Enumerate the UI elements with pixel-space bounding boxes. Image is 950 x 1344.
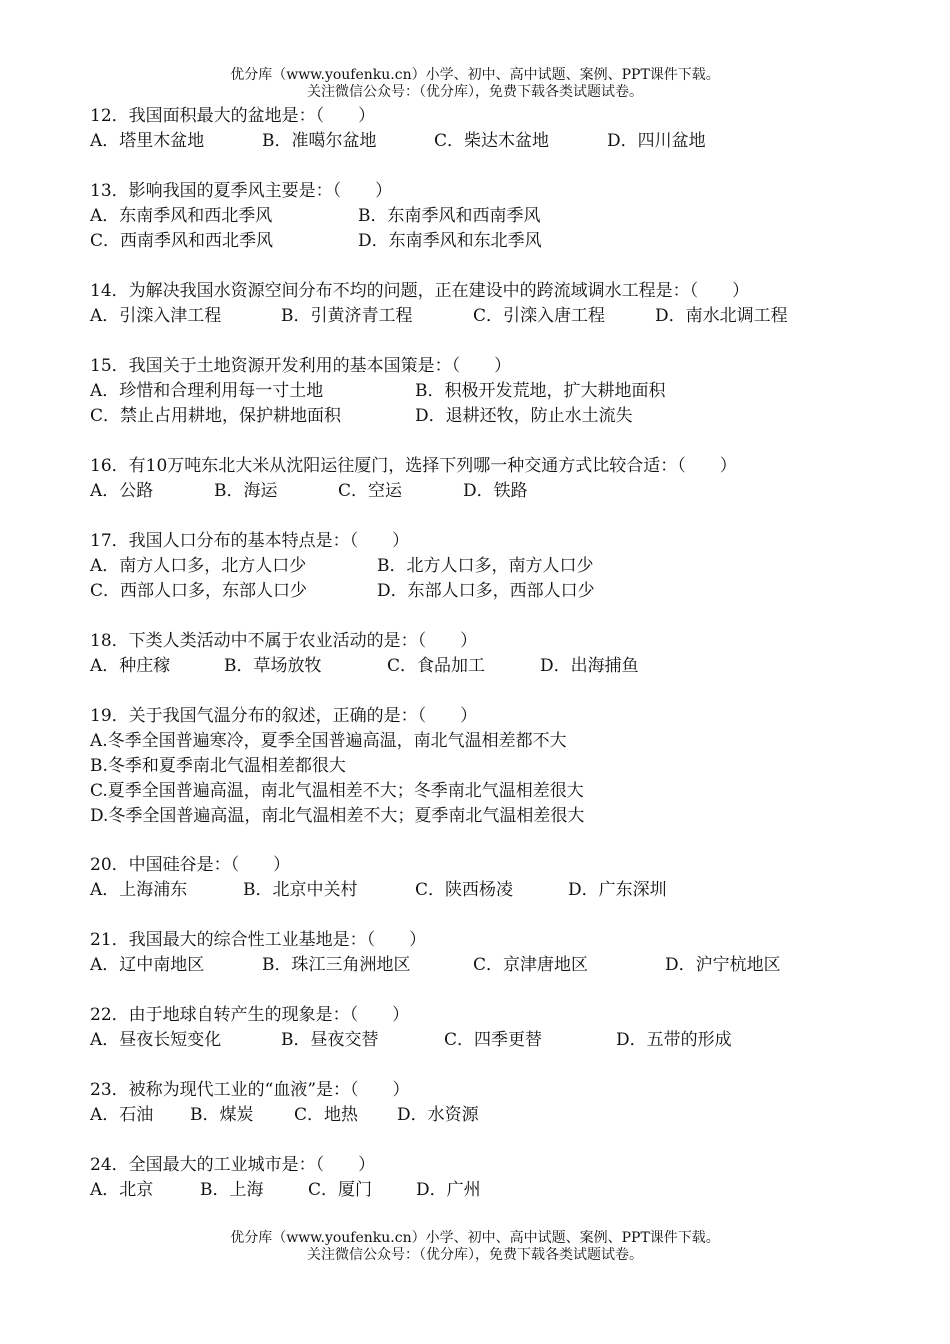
question-20 xyxy=(90,853,890,903)
question-stem: 14．为解决我国水资源空间分布不均的问题，正在建设中的跨流域调水工程是：（ ） xyxy=(90,281,750,301)
option-c: C．空运 xyxy=(338,481,403,501)
option-b: B．草场放牧 xyxy=(224,656,322,676)
option-a: A．北京 xyxy=(90,1180,154,1200)
option-a: A．公路 xyxy=(90,481,154,501)
header-line-2: 关注微信公众号：（优分库），免费下载各类试题试卷。 xyxy=(307,84,643,100)
footer-line-2: 关注微信公众号：（优分库），免费下载各类试题试卷。 xyxy=(307,1247,643,1263)
option-d: D.冬季全国普遍高温，南北气温相差不大；夏季南北气温相差很大 xyxy=(90,806,585,826)
option-b: B．海运 xyxy=(214,481,278,501)
option-b: B．珠江三角洲地区 xyxy=(262,955,411,975)
question-stem: 12．我国面积最大的盆地是：（ ） xyxy=(90,106,376,126)
question-stem: 17．我国人口分布的基本特点是：（ ） xyxy=(90,531,410,551)
option-b: B．上海 xyxy=(200,1180,264,1200)
option-a: A．辽中南地区 xyxy=(90,955,205,975)
question-21 xyxy=(90,928,890,978)
option-c: C．厦门 xyxy=(308,1180,373,1200)
question-12 xyxy=(90,104,890,154)
option-a: A．石油 xyxy=(90,1105,154,1125)
option-a: A．东南季风和西北季风 xyxy=(90,206,273,226)
option-d: D．沪宁杭地区 xyxy=(665,955,781,975)
option-c: C．禁止占用耕地，保护耕地面积 xyxy=(90,406,342,426)
footer-line-1: 优分库（www.youfenku.cn）小学、初中、高中试题、案例、PPT课件下载。 xyxy=(230,1230,720,1246)
option-a: A．南方人口多，北方人口少 xyxy=(90,556,307,576)
option-a: A．昼夜长短变化 xyxy=(90,1030,222,1050)
option-a: A．塔里木盆地 xyxy=(90,131,205,151)
option-c: C．西南季风和西北季风 xyxy=(90,231,274,251)
option-c: C．京津唐地区 xyxy=(473,955,589,975)
option-c: C．西部人口多，东部人口少 xyxy=(90,581,308,601)
option-a: A．上海浦东 xyxy=(90,880,188,900)
question-stem: 15．我国关于土地资源开发利用的基本国策是：（ ） xyxy=(90,356,512,376)
option-d: D．广东深圳 xyxy=(568,880,667,900)
option-d: D．南水北调工程 xyxy=(655,306,788,326)
option-b: B．煤炭 xyxy=(190,1105,254,1125)
question-stem: 21．我国最大的综合性工业基地是：（ ） xyxy=(90,930,427,950)
option-d: D．广州 xyxy=(416,1180,481,1200)
question-17 xyxy=(90,529,890,604)
option-b: B．引黄济青工程 xyxy=(281,306,413,326)
option-b: B．北方人口多，南方人口少 xyxy=(377,556,594,576)
option-c: C.夏季全国普遍高温，南北气温相差不大；冬季南北气温相差很大 xyxy=(90,781,584,801)
question-stem: 16．有10万吨东北大米从沈阳运往厦门，选择下列哪一种交通方式比较合适：（ ） xyxy=(90,456,737,476)
question-stem: 18．下类人类活动中不属于农业活动的是：（ ） xyxy=(90,631,478,651)
option-c: C．四季更替 xyxy=(444,1030,543,1050)
option-c: C．柴达木盆地 xyxy=(434,131,550,151)
page-footer xyxy=(0,1230,950,1264)
option-d: D．东南季风和东北季风 xyxy=(358,231,542,251)
question-24 xyxy=(90,1153,890,1203)
option-b: B.冬季和夏季南北气温相差都很大 xyxy=(90,756,346,776)
option-b: B．积极开发荒地，扩大耕地面积 xyxy=(415,381,666,401)
option-a: A．珍惜和合理利用每一寸土地 xyxy=(90,381,324,401)
question-15 xyxy=(90,354,890,429)
question-stem: 22．由于地球自转产生的现象是：（ ） xyxy=(90,1005,410,1025)
option-d: D．铁路 xyxy=(463,481,528,501)
option-d: D．退耕还牧，防止水土流失 xyxy=(415,406,633,426)
question-18 xyxy=(90,629,890,679)
question-22 xyxy=(90,1003,890,1053)
question-16 xyxy=(90,454,890,504)
option-d: D．东部人口多，西部人口少 xyxy=(377,581,595,601)
question-13 xyxy=(90,179,890,254)
option-d: D．水资源 xyxy=(397,1105,479,1125)
question-stem: 23．被称为现代工业的“血液”是：（ ） xyxy=(90,1080,410,1100)
option-c: C．地热 xyxy=(294,1105,359,1125)
option-c: C．引滦入唐工程 xyxy=(473,306,606,326)
question-stem: 13．影响我国的夏季风主要是：（ ） xyxy=(90,181,393,201)
question-stem: 20．中国硅谷是：（ ） xyxy=(90,855,291,875)
option-a: A．引滦入津工程 xyxy=(90,306,222,326)
option-b: B．昼夜交替 xyxy=(281,1030,379,1050)
question-14 xyxy=(90,279,890,329)
option-d: D．五带的形成 xyxy=(616,1030,732,1050)
question-stem: 24．全国最大的工业城市是：（ ） xyxy=(90,1155,376,1175)
question-stem: 19．关于我国气温分布的叙述，正确的是：（ ） xyxy=(90,706,478,726)
option-c: C．食品加工 xyxy=(387,656,486,676)
page-header xyxy=(0,67,950,101)
option-b: B．东南季风和西南季风 xyxy=(358,206,541,226)
option-d: D．四川盆地 xyxy=(607,131,706,151)
header-line-1: 优分库（www.youfenku.cn）小学、初中、高中试题、案例、PPT课件下载。 xyxy=(230,67,720,83)
option-d: D．出海捕鱼 xyxy=(540,656,639,676)
question-19 xyxy=(90,704,890,829)
option-c: C．陕西杨凌 xyxy=(415,880,514,900)
option-a: A．种庄稼 xyxy=(90,656,171,676)
option-a: A.冬季全国普遍寒冷，夏季全国普遍高温，南北气温相差都不大 xyxy=(90,731,567,751)
question-23 xyxy=(90,1078,890,1128)
option-b: B．准噶尔盆地 xyxy=(262,131,377,151)
option-b: B．北京中关村 xyxy=(243,880,358,900)
